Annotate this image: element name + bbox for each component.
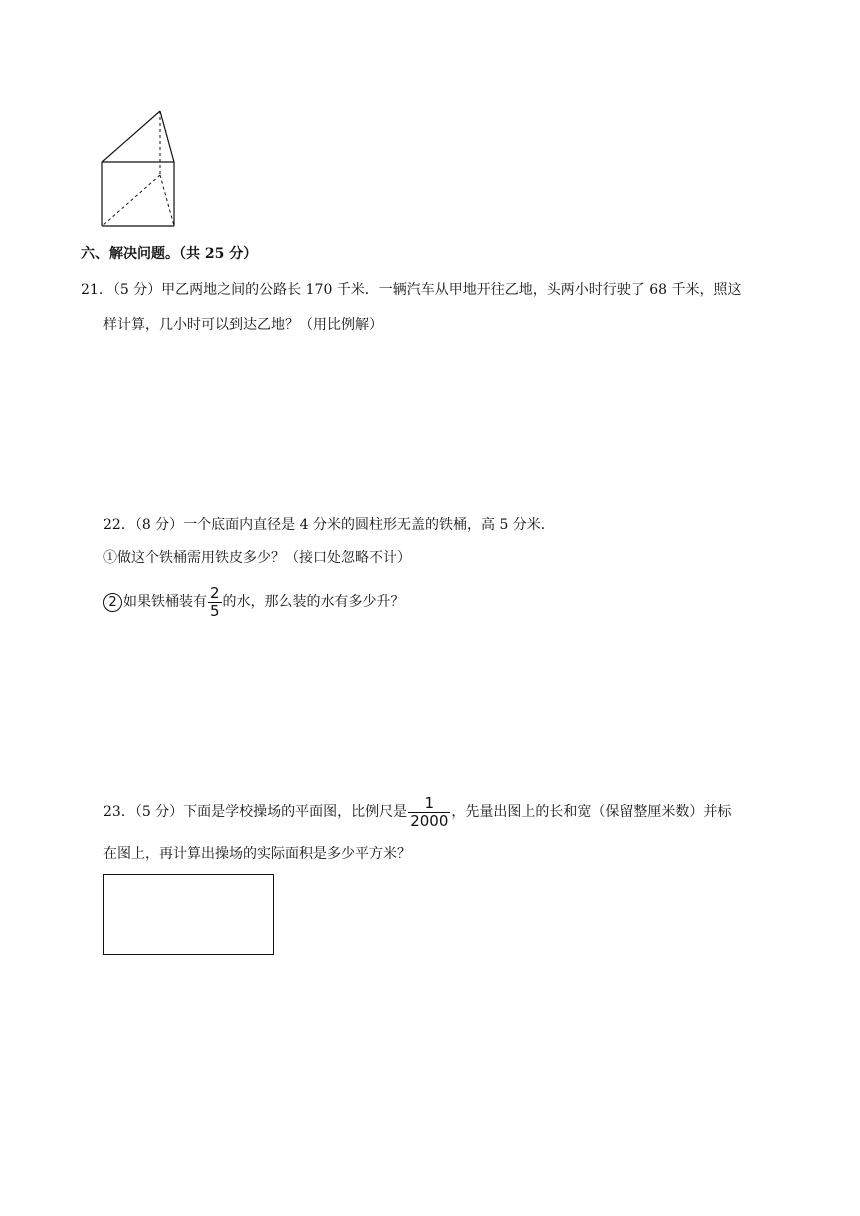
question-number: 21． [81, 282, 113, 298]
question-21 [81, 280, 742, 300]
question-23-line2: 在图上，再计算出操场的实际面积是多少平方米？ [103, 846, 411, 862]
circled-number-marker: 2 [103, 593, 122, 612]
fraction-denominator: 5 [210, 601, 220, 620]
question-21-line2: 样计算，几小时可以到达乙地？（用比例解） [103, 317, 383, 333]
question-number: 22． [103, 517, 135, 533]
scale-fraction [408, 795, 450, 830]
fraction-denominator: 2000 [410, 811, 449, 830]
triangular-prism-figure [95, 105, 185, 235]
question-22 [103, 515, 555, 535]
fraction [208, 585, 222, 620]
section-heading: 六、解决问题。（共 25 分） [81, 246, 258, 262]
question-23 [103, 793, 731, 831]
question-number: 23． [103, 804, 135, 820]
question-text: （8 分）一个底面内直径是 4 分米的圆柱形无盖的铁桶，高 5 分米． [134, 517, 555, 533]
fraction-numerator: 1 [424, 793, 435, 812]
fraction-numerator: 2 [210, 583, 220, 602]
question-text: （5 分）下面是学校操场的平面图，比例尺是 [134, 804, 408, 820]
question-text: 如果铁桶装有 [123, 594, 207, 610]
question-text: ，先量出图上的长和宽（保留整厘米数）并标 [451, 804, 732, 820]
question-text: 的水，那么装的水有多少升？ [222, 594, 405, 610]
question-text: （5 分）甲乙两地之间的公路长 170 千米．一辆汽车从甲地开往乙地，头两小时行驶了 68 千米，照这 [112, 282, 742, 298]
question-22-sub1: ①做这个铁桶需用铁皮多少？（接口处忽略不计） [103, 550, 411, 566]
question-22-sub2 [103, 583, 405, 621]
playground-plan-rectangle [103, 874, 274, 955]
